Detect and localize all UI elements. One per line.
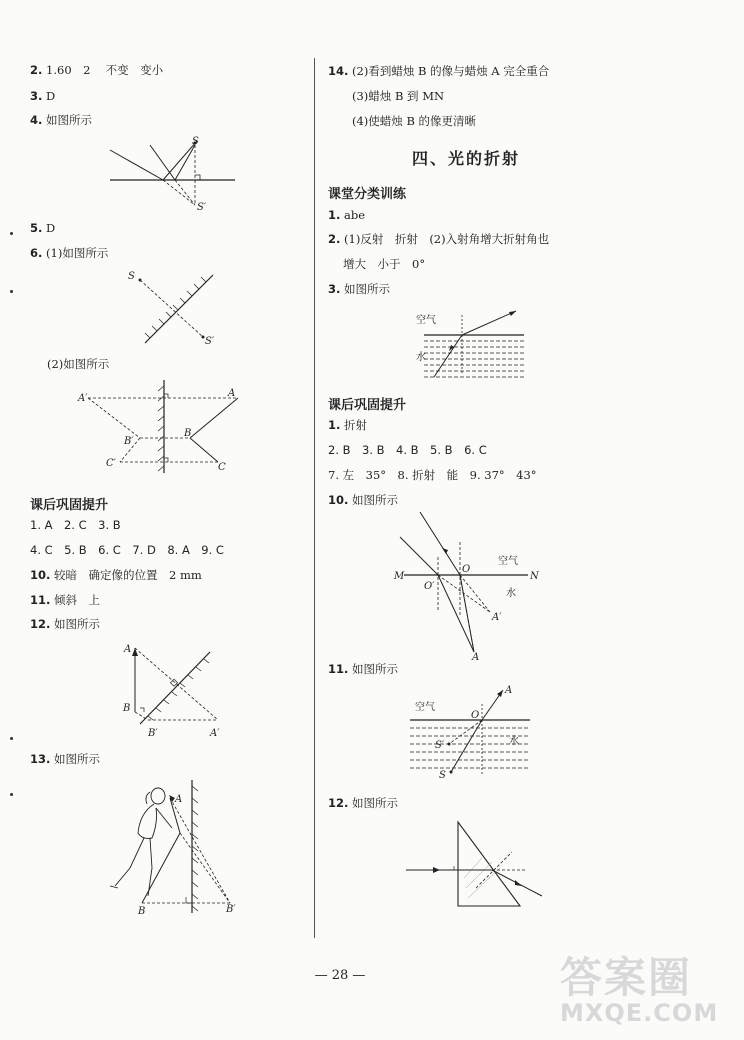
label-A-prime: A′ [210, 728, 220, 739]
figure-prism-refraction [402, 818, 552, 918]
answer-14-4: (4)使蜡烛 B 的像更清晰 [352, 114, 477, 128]
label-water: 水 [416, 352, 426, 363]
label-A: A [175, 794, 183, 805]
label-water: 水 [506, 588, 516, 599]
label-A: A [228, 388, 236, 399]
answer-3: 3. D [30, 89, 56, 103]
answer-12: 12. 如图所示 [30, 617, 101, 631]
watermark [560, 945, 718, 1027]
r-answer-1: 1. abe [328, 208, 366, 222]
label-O-prime: O′ [424, 581, 435, 592]
answers-1-3: 1. A 2. C 3. B [30, 518, 121, 532]
r-answer-11: 11. 如图所示 [328, 662, 399, 676]
answer-11: 11. 倾斜 上 [30, 593, 101, 607]
r-answer-3: 3. 如图所示 [328, 282, 391, 296]
figure-mirror-point-image [125, 265, 225, 345]
answer-10: 10. 较暗 确定像的位置 2 mm [30, 568, 202, 582]
answer-4: 4. 如图所示 [30, 113, 93, 127]
label-air: 空气 [416, 315, 436, 326]
label-air: 空气 [415, 702, 435, 713]
label-S-prime: S′ [435, 740, 445, 751]
watermark-url: MXQE.COM [560, 999, 719, 1027]
label-N: N [530, 571, 539, 582]
figure-refraction-MN [390, 512, 550, 662]
label-A: A [124, 644, 132, 655]
column-divider [314, 58, 315, 938]
answer-14-2: 14. (2)看到蜡烛 B 的像与蜡烛 A 完全重合 [328, 64, 550, 78]
section-heading: 课堂分类训练 [328, 187, 407, 202]
label-M: M [394, 571, 405, 582]
answers-4-9: 4. C 5. B 6. C 7. D 8. A 9. C [30, 543, 224, 557]
label-S: S [192, 136, 199, 147]
label-A-prime: A′ [78, 393, 88, 404]
label-B-prime: B′ [124, 436, 134, 447]
r-answer-12: 12. 如图所示 [328, 796, 399, 810]
chapter-title: 四、光的折射 [412, 149, 521, 168]
label-A-prime: A′ [492, 612, 502, 623]
r-answer-2-cont: 增大 小于 0° [343, 257, 426, 271]
label-B-prime: B′ [148, 728, 158, 739]
watermark-logo: 答案圈 [560, 953, 693, 1002]
figure-person-mirror [100, 778, 250, 918]
section-heading: 课后巩固提升 [328, 398, 407, 413]
figure-inclined-mirror [120, 642, 240, 742]
label-air: 空气 [498, 556, 518, 567]
r-answer-2: 2. (1)反射 折射 (2)入射角增大折射角也 [328, 232, 550, 246]
label-water: 水 [509, 736, 519, 747]
label-B-prime: B′ [226, 904, 236, 915]
figure-reflection-mirror [105, 135, 245, 215]
answer-14-3: (3)蜡烛 B 到 MN [352, 89, 445, 103]
label-A: A [505, 685, 513, 696]
r-answer-1b: 1. 折射 [328, 418, 368, 432]
label-C: C [218, 462, 226, 473]
label-C-prime: C′ [106, 458, 116, 469]
answer-2: 2. 1.60 2 不变 变小 [30, 63, 164, 77]
label-A: A [472, 652, 480, 663]
page-number: — 28 — [314, 968, 366, 983]
label-S: S [439, 770, 446, 781]
answer-13: 13. 如图所示 [30, 752, 101, 766]
label-B: B [123, 703, 131, 714]
r-answers-2-6: 2. B 3. B 4. B 5. B 6. C [328, 443, 487, 457]
label-B: B [138, 906, 146, 917]
figure-refraction-eye-water [405, 684, 535, 784]
r-answers-7-9: 7. 左 35° 8. 折射 能 9. 37° 43° [328, 468, 537, 482]
answer-5: 5. D [30, 221, 56, 235]
label-S-prime: S′ [197, 202, 207, 213]
label-S: S [128, 271, 135, 282]
r-answer-10: 10. 如图所示 [328, 493, 399, 507]
label-O: O [462, 564, 471, 575]
label-B: B [184, 428, 192, 439]
label-S-prime: S′ [205, 336, 215, 347]
section-heading: 课后巩固提升 [30, 498, 109, 513]
answer-6-2: (2)如图所示 [47, 357, 110, 371]
figure-mirror-object-image [78, 378, 248, 478]
figure-refraction-air-water [412, 305, 527, 380]
label-O: O [471, 710, 480, 721]
answer-6-1: 6. (1)如图所示 [30, 246, 109, 260]
